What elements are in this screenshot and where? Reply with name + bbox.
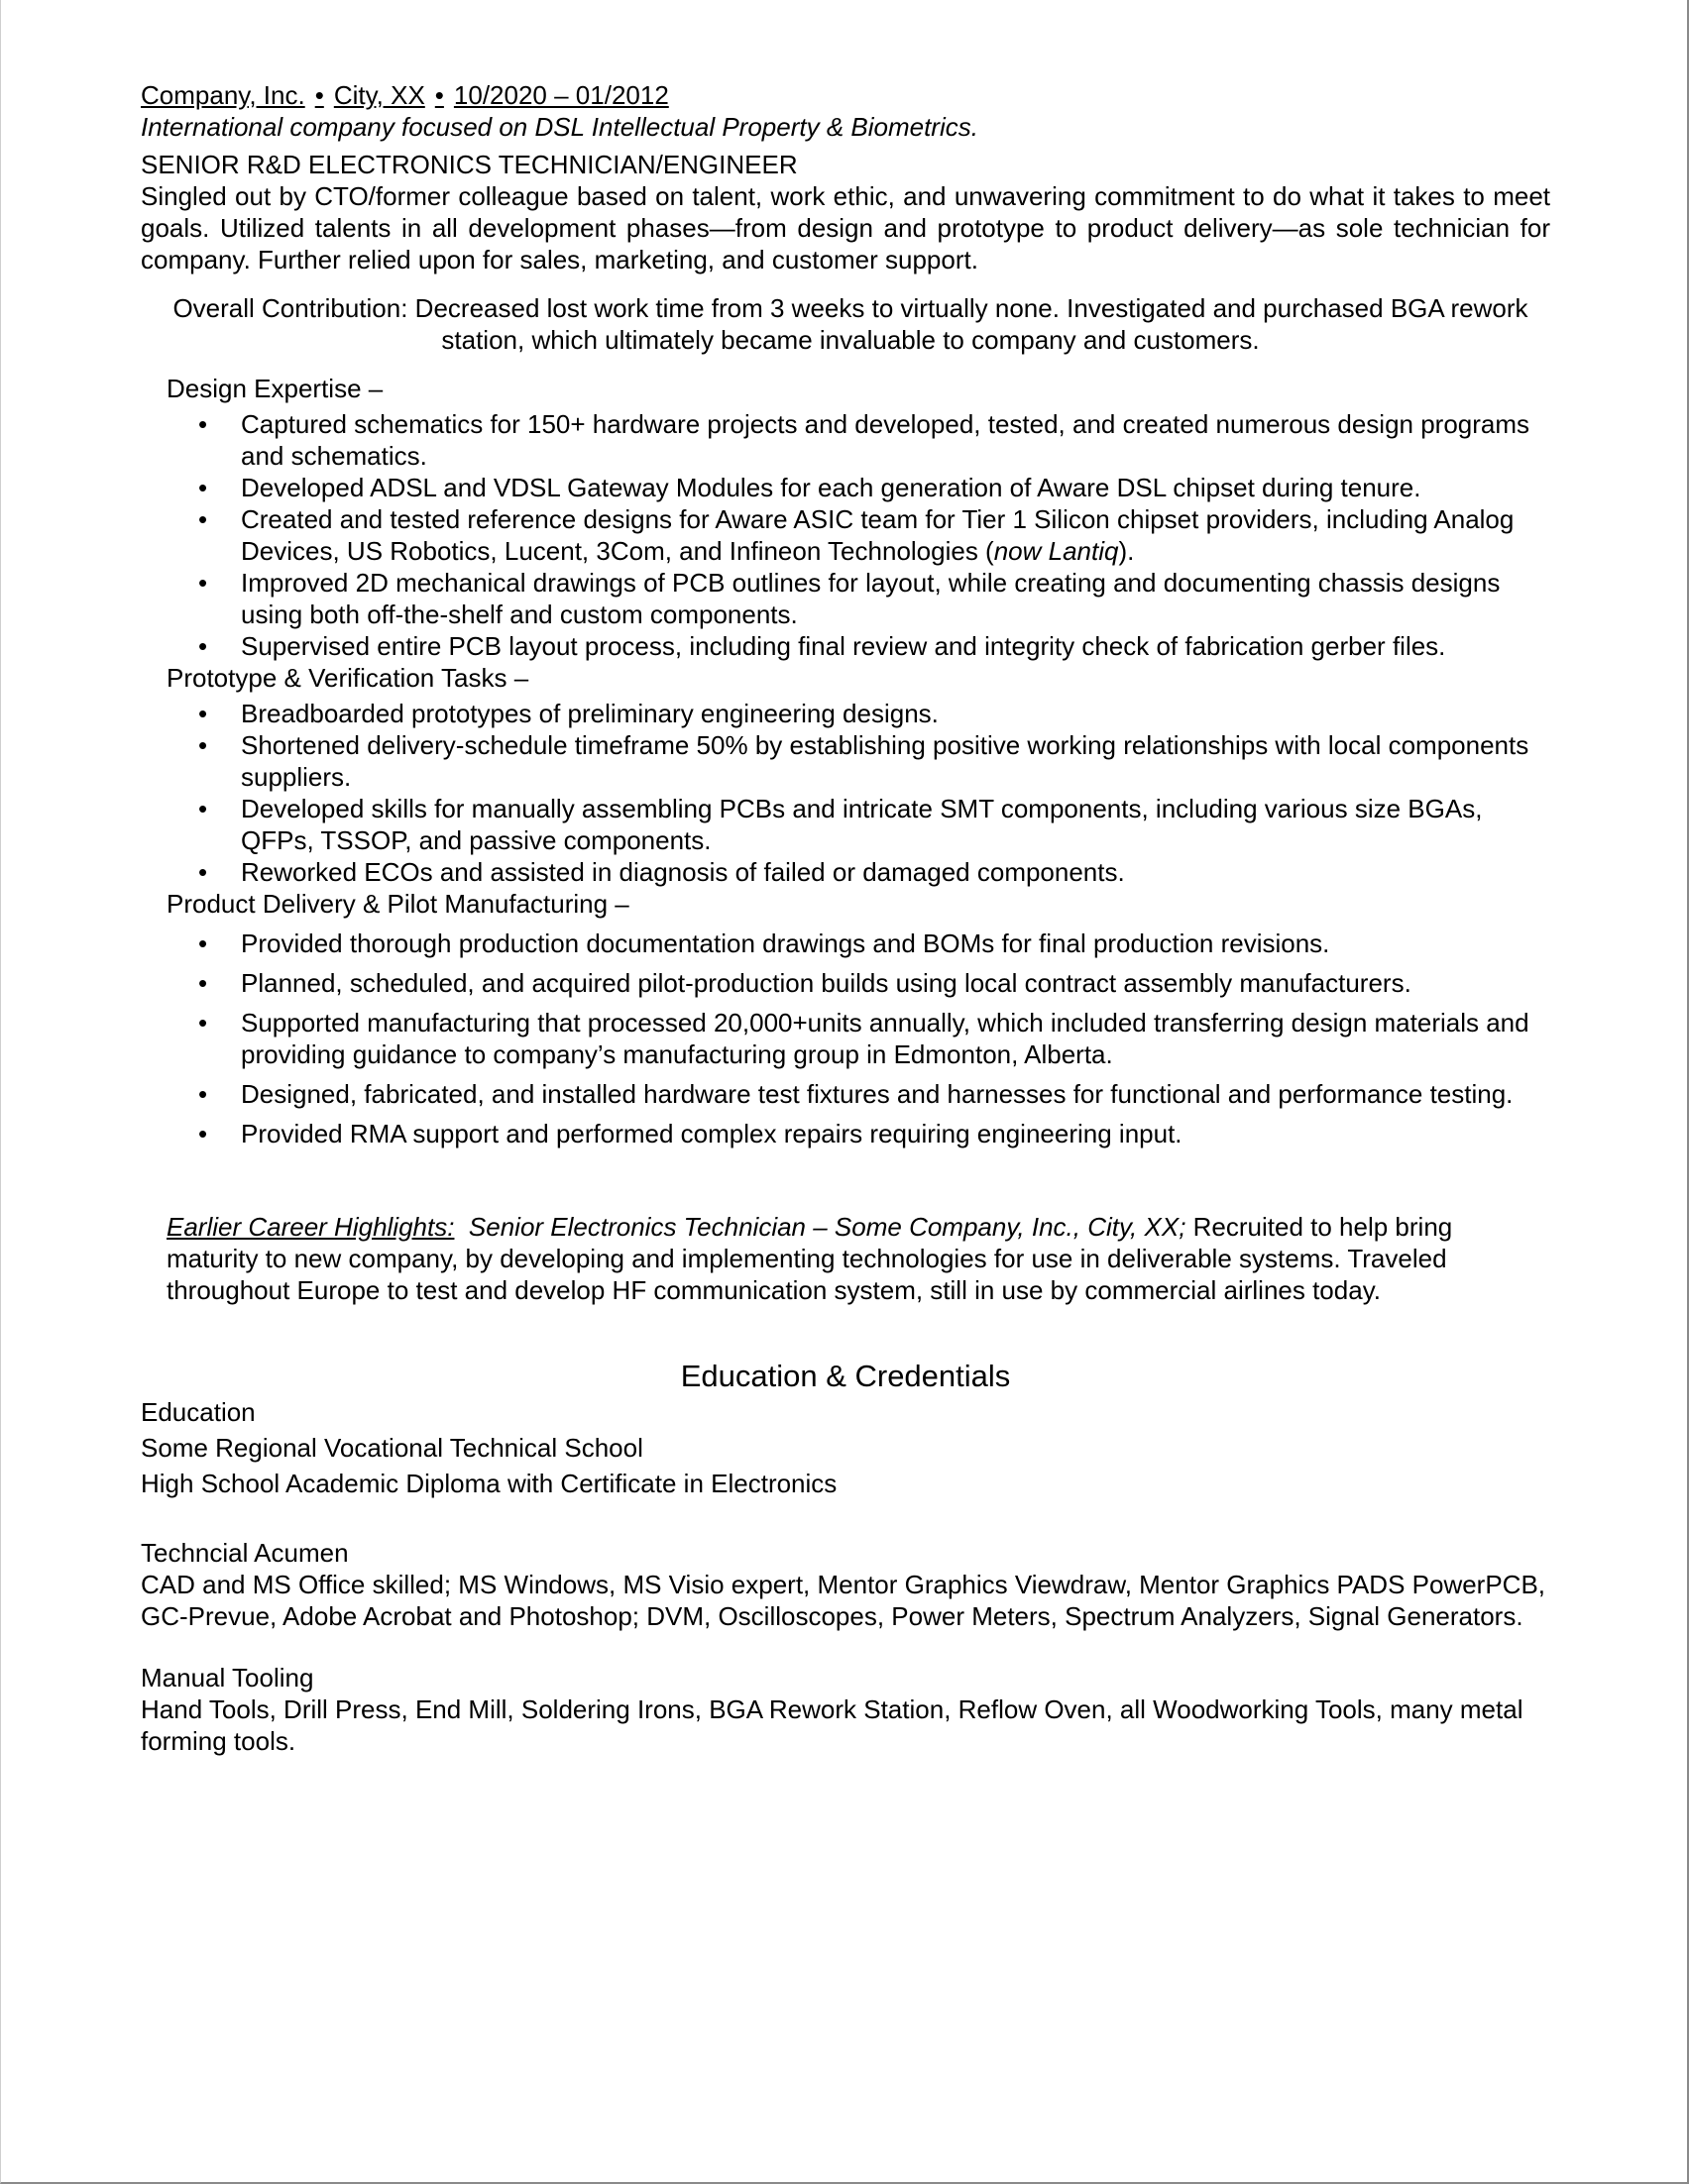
education-section-heading: Education & Credentials — [680, 1359, 1011, 1393]
bullet-icon: • — [198, 631, 208, 661]
bullet-text: Shortened delivery-schedule timeframe 50% by establishing positive working relationships with local components suppliers. — [241, 730, 1529, 792]
list-item — [141, 1118, 1550, 1149]
list-item — [141, 1078, 1550, 1110]
section-heading-design: Design Expertise – — [167, 374, 384, 403]
bullet-italic-text: now Lantiq — [993, 536, 1119, 566]
list-item — [141, 1007, 1550, 1070]
bullet-icon: • — [198, 857, 208, 887]
bullet-icon: • — [198, 473, 208, 502]
list-item — [141, 408, 1550, 472]
earlier-career-role: Senior Electronics Technician – Some Company, Inc., City, XX; — [468, 1212, 1186, 1242]
bullet-text: Provided RMA support and performed complex repairs requiring engineering input. — [241, 1119, 1182, 1148]
manual-tooling-block — [141, 1662, 1550, 1757]
page-content — [141, 79, 1550, 1757]
bullet-text: Supervised entire PCB layout process, including final review and integrity check of fabrication gerber files. — [241, 631, 1446, 661]
prototype-bullet-list — [141, 698, 1550, 888]
company-tagline: International company focused on DSL Intellectual Property & Biometrics. — [141, 112, 978, 142]
bullet-text: Captured schematics for 150+ hardware projects and developed, tested, and created numerous design programs and schematics. — [241, 409, 1530, 471]
bullet-icon: • — [198, 504, 208, 534]
bullet-text: Developed skills for manually assembling PCBs and intricate SMT components, including various size BGAs, QFPs, TSSOP, and passive components. — [241, 794, 1483, 855]
earlier-career-highlights — [167, 1211, 1550, 1306]
separator-dot: • — [434, 80, 444, 110]
overall-contribution: Overall Contribution: Decreased lost work time from 3 weeks to virtually none. Investigated and purchased BGA rework station, which ultimately became invaluable to company and customers. — [172, 293, 1528, 355]
education-label: Education — [141, 1397, 256, 1427]
bullet-text: Provided thorough production documentation drawings and BOMs for final production revisions. — [241, 928, 1330, 958]
bullet-icon: • — [198, 928, 208, 958]
list-item — [141, 472, 1550, 503]
design-bullet-list — [141, 408, 1550, 662]
bullet-icon: • — [198, 968, 208, 998]
technical-acumen-text: CAD and MS Office skilled; MS Windows, MS Visio expert, Mentor Graphics Viewdraw, Mentor Graphics PADS PowerPCB, GC-Prevue, Adobe Acrobat and Photoshop; DVM, Oscilloscopes, Power Meters, Spectrum Analyzers, Signal Generators. — [141, 1570, 1546, 1631]
earlier-career-text: Recruited to help bring maturity to new company, by developing and implementing technologies for use in deliverable systems. Traveled throughout Europe to test and develop HF communication system, still in use by commercial airlines today. — [167, 1212, 1453, 1305]
section-heading-prototype: Prototype & Verification Tasks – — [167, 663, 529, 693]
company-line — [141, 79, 1550, 111]
bullet-icon: • — [198, 1008, 208, 1037]
manual-tooling-text: Hand Tools, Drill Press, End Mill, Soldering Irons, BGA Rework Station, Reflow Oven, all Woodworking Tools, many metal forming tools. — [141, 1694, 1523, 1756]
manual-tooling-label: Manual Tooling — [141, 1663, 314, 1693]
education-school: Some Regional Vocational Technical School — [141, 1433, 643, 1463]
list-item — [141, 967, 1550, 999]
company-location: City, XX — [333, 80, 425, 110]
job-summary: Singled out by CTO/former colleague based on talent, work ethic, and unwavering commitment to do what it takes to meet goals. Utilized talents in all development phases—from design and prototype to product delivery—as sole technician for company. Further relied upon for sales, marketing, and customer support. — [141, 181, 1550, 274]
list-item — [141, 729, 1550, 793]
bullet-text: Designed, fabricated, and installed hardware test fixtures and harnesses for functional and performance testing. — [241, 1079, 1514, 1109]
bullet-icon: • — [198, 1119, 208, 1148]
list-item — [141, 698, 1550, 729]
bullet-icon: • — [198, 568, 208, 598]
bullet-text: Supported manufacturing that processed 20,000+units annually, which included transferring design materials and providing guidance to company’s manufacturing group in Edmonton, Alberta. — [241, 1008, 1529, 1069]
bullet-icon: • — [198, 794, 208, 823]
technical-acumen-block — [141, 1537, 1550, 1632]
company-name: Company, Inc. — [141, 80, 305, 110]
bullet-icon: • — [198, 699, 208, 728]
bullet-text: Reworked ECOs and assisted in diagnosis of failed or damaged components. — [241, 857, 1125, 887]
list-item — [141, 856, 1550, 888]
bullet-text: Developed ADSL and VDSL Gateway Modules for each generation of Aware DSL chipset during tenure. — [241, 473, 1421, 502]
earlier-career-label: Earlier Career Highlights: — [167, 1212, 455, 1242]
bullet-icon: • — [198, 1079, 208, 1109]
bullet-text: Created and tested reference designs for Aware ASIC team for Tier 1 Silicon chipset providers, including Analog Devices, US Robotics, Lucent, 3Com, and Infineon Technologies ( — [241, 504, 1515, 566]
list-item — [141, 567, 1550, 630]
separator-dot: • — [314, 80, 324, 110]
bullet-icon: • — [198, 409, 208, 439]
list-item — [141, 630, 1550, 662]
list-item — [141, 503, 1550, 567]
education-diploma: High School Academic Diploma with Certificate in Electronics — [141, 1469, 838, 1498]
employment-dates: 10/2020 – 01/2012 — [453, 80, 669, 110]
bullet-text: Breadboarded prototypes of preliminary engineering designs. — [241, 699, 939, 728]
section-heading-product-delivery: Product Delivery & Pilot Manufacturing – — [167, 889, 629, 919]
bullet-text: Planned, scheduled, and acquired pilot-production builds using local contract assembly manufacturers. — [241, 968, 1411, 998]
technical-acumen-label: Techncial Acumen — [141, 1538, 349, 1568]
bullet-text: Improved 2D mechanical drawings of PCB outlines for layout, while creating and documenting chassis designs using both off-the-shelf and custom components. — [241, 568, 1501, 629]
education-block — [141, 1396, 1550, 1499]
list-item — [141, 793, 1550, 856]
product-delivery-bullet-list — [141, 928, 1550, 1149]
bullet-text-end: ). — [1118, 536, 1135, 566]
list-item — [141, 928, 1550, 959]
job-title: SENIOR R&D ELECTRONICS TECHNICIAN/ENGINEER — [141, 150, 798, 179]
bullet-icon: • — [198, 730, 208, 760]
